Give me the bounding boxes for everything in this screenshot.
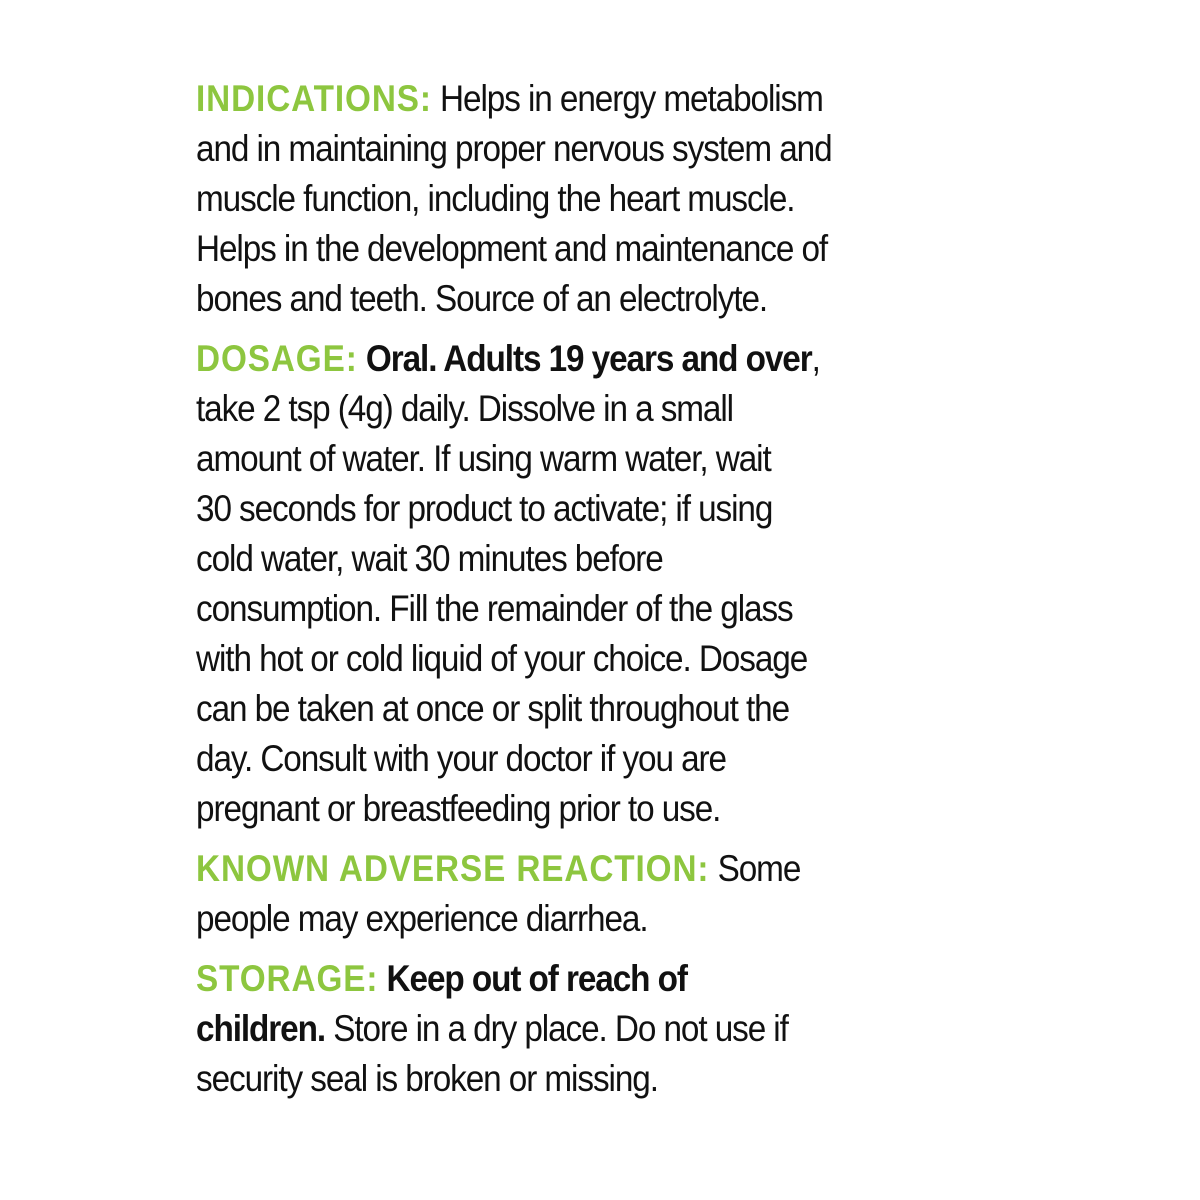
storage-emphasis-1: Keep out of reach of — [378, 958, 687, 999]
adverse-text: Some — [709, 848, 801, 889]
dosage-line-2: take 2 tsp (4g) daily. Dissolve in a small — [196, 388, 734, 429]
storage-line-2 — [196, 1004, 1076, 1054]
indications-text: Helps in energy metabolism — [431, 78, 823, 119]
dosage-line-9: day. Consult with your doctor if you are — [196, 738, 726, 779]
adverse-reaction-section — [196, 844, 1076, 944]
dosage-line-7: with hot or cold liquid of your choice. Dosage — [196, 638, 808, 679]
dosage-text: , — [811, 338, 820, 379]
adverse-line-2: people may experience diarrhea. — [196, 898, 648, 939]
storage-text: Store in a dry place. Do not use if — [325, 1008, 788, 1049]
adverse-line-1 — [196, 844, 1076, 894]
indications-line-3: muscle function, including the heart muscle. — [196, 178, 795, 219]
storage-heading: STORAGE: — [196, 958, 379, 999]
indications-line-5: bones and teeth. Source of an electrolyte. — [196, 278, 768, 319]
dosage-section — [196, 334, 1076, 834]
indications-section — [196, 74, 1076, 324]
indications-line-1 — [196, 74, 1076, 124]
dosage-line-10: pregnant or breastfeeding prior to use. — [196, 788, 721, 829]
indications-heading: INDICATIONS: — [196, 78, 432, 119]
dosage-line-5: cold water, wait 30 minutes before — [196, 538, 663, 579]
dosage-line-1 — [196, 334, 1076, 384]
storage-line-1 — [196, 954, 1076, 1004]
product-label-text — [196, 74, 1076, 1114]
storage-emphasis-2: children. — [196, 1008, 326, 1049]
adverse-heading: KNOWN ADVERSE REACTION: — [196, 848, 710, 889]
indications-line-4: Helps in the development and maintenance of — [196, 228, 828, 269]
dosage-line-3: amount of water. If using warm water, wait — [196, 438, 771, 479]
dosage-line-8: can be taken at once or split throughout the — [196, 688, 790, 729]
dosage-emphasis: Oral. Adults 19 years and over — [357, 338, 812, 379]
indications-line-2: and in maintaining proper nervous system and — [196, 128, 832, 169]
dosage-line-4: 30 seconds for product to activate; if using — [196, 488, 773, 529]
dosage-heading: DOSAGE: — [196, 338, 358, 379]
dosage-line-6: consumption. Fill the remainder of the glass — [196, 588, 793, 629]
storage-section — [196, 954, 1076, 1104]
storage-line-3: security seal is broken or missing. — [196, 1058, 658, 1099]
